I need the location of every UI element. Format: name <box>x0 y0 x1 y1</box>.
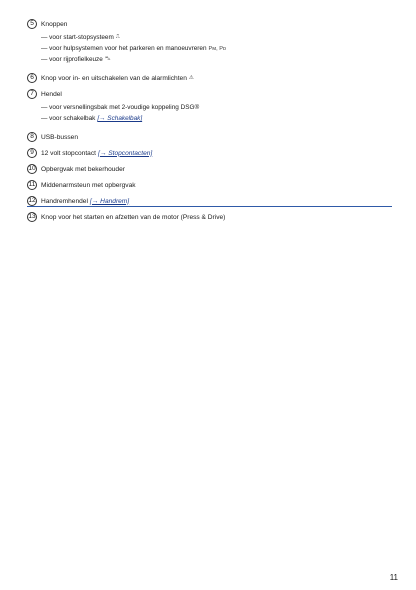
sub-item-text: — voor schakelbak <box>41 115 96 122</box>
callout-number: 8 <box>27 132 37 142</box>
legend-item-10 <box>27 161 392 177</box>
legend-item-6 <box>27 70 392 86</box>
parking-assist-icon: Pᴍ, Pᴅ <box>208 45 227 52</box>
legend-label: Middenarmsteun met opbergvak <box>41 181 136 189</box>
callout-number: 7 <box>27 89 37 99</box>
legend-item-13 <box>27 209 392 225</box>
sub-item-start-stop <box>27 32 392 43</box>
hazard-warning-icon: ⚠ <box>188 75 194 81</box>
handrem-link[interactable]: [→ Handrem] <box>89 197 130 205</box>
legend-item-7 <box>27 86 392 102</box>
sub-item-text: — voor hulpsystemen voor het parkeren en manoeuvreren <box>41 45 207 52</box>
stopcontacten-link[interactable]: [→ Stopcontacten] <box>97 149 153 157</box>
legend-item-8 <box>27 129 392 145</box>
sub-item-text: — voor rijprofielkeuze <box>41 56 103 63</box>
legend-label: Knop voor in- en uitschakelen van de alarmlichten <box>41 74 187 82</box>
callout-number: 12 <box>27 196 37 206</box>
sub-item-parking-assist <box>27 43 392 54</box>
sub-item-text: — voor versnellingsbak met 2-voudige koppeling DSG® <box>41 104 200 111</box>
sub-item-driving-profile <box>27 54 392 65</box>
schakelbak-link[interactable]: [→ Schakelbak] <box>97 115 143 122</box>
controls-legend <box>27 16 392 225</box>
driving-profile-icon: ⛍ <box>104 56 111 62</box>
legend-label: Hendel <box>41 90 62 98</box>
callout-number: 9 <box>27 148 37 158</box>
legend-label: USB-bussen <box>41 133 79 141</box>
legend-label: Knop voor het starten en afzetten van de motor (Press & Drive) <box>41 213 226 221</box>
page-number: 11 <box>389 573 398 582</box>
sub-item-text: — voor start-stopsysteem <box>41 34 114 41</box>
legend-item-11 <box>27 177 392 193</box>
callout-number: 6 <box>27 73 37 83</box>
legend-item-9 <box>27 145 392 161</box>
legend-label: Opbergvak met bekerhouder <box>41 165 125 173</box>
legend-item-5 <box>27 16 392 32</box>
callout-number: 11 <box>27 180 37 190</box>
callout-number: 10 <box>27 164 37 174</box>
start-stop-icon: ⎍ <box>115 34 120 40</box>
legend-label: Knoppen <box>41 20 68 28</box>
sub-item-manual-gearbox <box>27 113 392 124</box>
legend-label: 12 volt stopcontact <box>41 149 96 157</box>
callout-number: 5 <box>27 19 37 29</box>
sub-item-dsg <box>27 102 392 113</box>
legend-label: Handremhendel <box>41 197 88 205</box>
callout-number: 13 <box>27 212 37 222</box>
section-divider <box>27 206 392 207</box>
